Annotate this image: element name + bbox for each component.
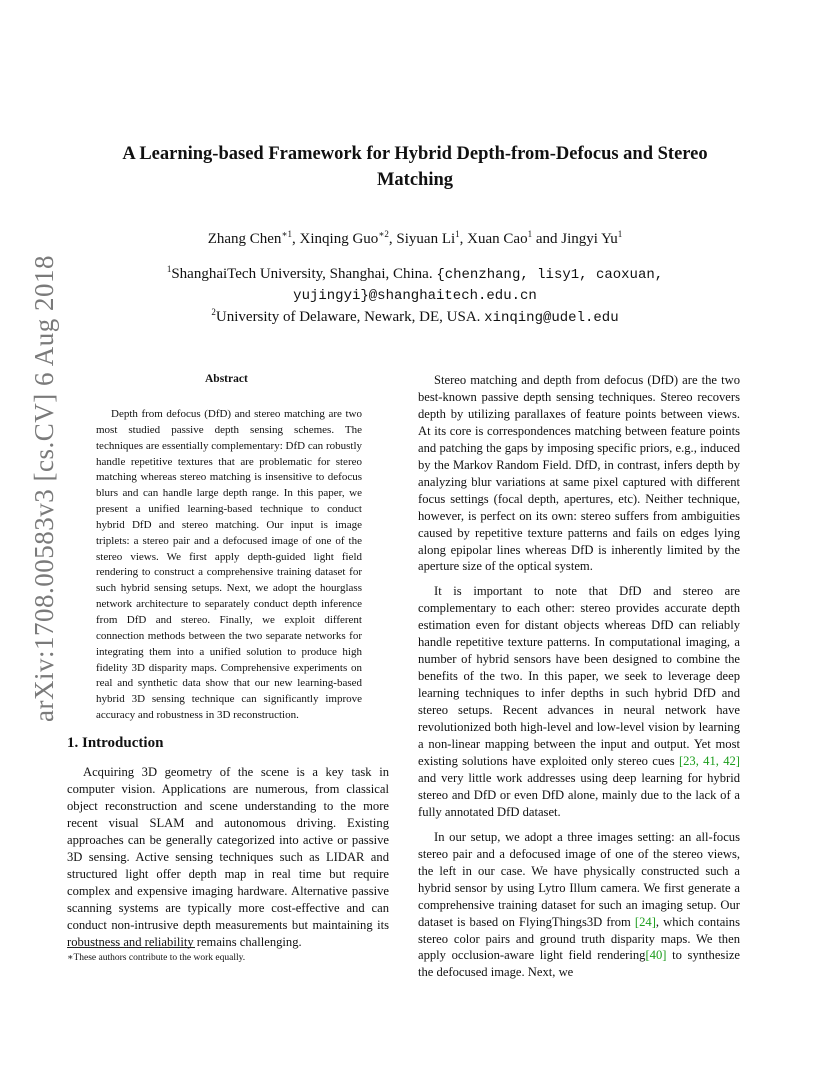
section-heading-introduction: 1. Introduction — [67, 735, 164, 751]
right-column-text — [418, 372, 740, 989]
affiliation-1-email-cont[interactable]: yujingyi}@shanghaitech.edu.cn — [293, 288, 537, 304]
intro-paragraph-1: Acquiring 3D geometry of the scene is a key task in computer vision. Applications are numerous, from classical object reconstruction and scene understanding to the more recent visual SLAM and autonomous driving. Existing approaches can be generally categorized into active or passive 3D sensing. Active sensing techniques such as LIDAR and structured light offer depth map in real time but require complex and expensive imaging hardware. Alternative passive scanning systems are typically more cost-effective and can conduct non-intrusive depth measurements but maintaining its robustness and reliability remains challenging. — [67, 765, 389, 949]
arxiv-identifier: arXiv:1708.00583v3 [cs.CV] 6 Aug 2018 — [29, 255, 59, 722]
abstract-body — [96, 407, 362, 724]
abstract-heading: Abstract — [205, 373, 248, 385]
citation-link-24[interactable]: [24] — [634, 914, 656, 929]
affiliation-1-email[interactable]: {chenzhang, lisy1, caoxuan, — [436, 267, 664, 283]
author-2: Xinqing Guo$^{∗2}$ — [299, 229, 389, 247]
intro-paragraph-4: In our setup, we adopt a three images setting: an all-focus stereo pair and a defocused image of one of the stereo views, the left in our case. We have physically constructed such a hybrid sensor by using Lytro Illum camera. We first generate a comprehensive training dataset for such an imaging setup. Our dataset is based on FlyingThings3D from [24], which contains stereo color pairs and ground truth disparity maps. We then apply occlusion-aware light field rendering[40] to synthesize the defocused image. Next, we — [418, 829, 741, 980]
author-4: Xuan Cao$^1$ — [467, 229, 533, 247]
author-5: Jingyi Yu$^1$ — [561, 229, 623, 247]
footnote-rule — [67, 947, 195, 948]
citation-link[interactable]: [23, 41, 42] — [678, 753, 740, 768]
footnote: ∗These authors contribute to the work equally. — [67, 953, 246, 963]
title-line-1: A Learning-based Framework for Hybrid Depth-from-Defocus and Stereo — [122, 144, 708, 164]
intro-paragraph-3: It is important to note that DfD and stereo are complementary to each other: stereo provides accurate depth estimation even for distant objects whereas DfD can reliably handle repetitive texture patterns. In computational imaging, a number of hybrid sensors have been designed to combine the benefits of the two. In this paper, we seek to leverage deep learning techniques to infer depths in such hybrid DfD and stereo setups. Recent advances in neural network have revolutionized both high-level and low-level vision by learning a non-linear mapping between the input and output. Yet most existing solutions have exploited only stereo cues [23, 41, 42] and very little work addresses using deep learning for hybrid stereo and DfD or even DfD alone, mainly due to the lack of a fully annotated DfD dataset. — [418, 584, 740, 819]
title-line-2: Matching — [376, 170, 454, 190]
paper-title — [70, 141, 760, 193]
author-3: Siyuan Li$^1$ — [396, 229, 460, 247]
affiliation-2-email[interactable]: xinqing@udel.edu — [484, 310, 619, 326]
author-list: Zhang Chen$^{∗1}$, Xinqing Guo$^{∗2}$, Siyuan Li$^1$, Xuan Cao$^1$ and Jingyi Yu$^1$ — [207, 229, 623, 247]
citation-link-40[interactable]: [40] — [645, 948, 667, 963]
affiliations — [70, 264, 760, 329]
intro-paragraph-2: Stereo matching and depth from defocus (DfD) are the two best-known passive depth sensing techniques. Stereo recovers depth by utilizing parallaxes of feature points between views. At its core is correspondences matching between feature points and patching the gaps by imposing specific priors, e.g., induced by the Markov Random Field. DfD, in contrast, infers depth by analyzing blur variations at same pixel captured with different focus settings (focal depth, apertures, etc). Neither technique, however, is perfect on its own: stereo suffers from ambiguities caused by repetitive texture patterns and fails on edges lying along epipolar lines whereas DfD is inherently limited by the aperture size of the optical system. — [418, 373, 740, 574]
author-1: Zhang Chen$^{∗1}$ — [207, 229, 293, 247]
left-column-text — [67, 764, 389, 958]
abstract-paragraph: Depth from defocus (DfD) and stereo matching are two most studied passive depth sensing schemes. The techniques are essentially complementary: DfD can robustly handle repetitive textures that are problematic for stereo matching whereas stereo matching is insensitive to defocus blurs and can handle large depth range. In this paper, we present a unified learning-based technique to conduct hybrid DfD and stereo matching. Our input is image triplets: a stereo pair and a defocused image of one of the stereo views. We first apply depth-guided light field rendering to construct a comprehensive training dataset for such hybrid sensing setups. Next, we adopt the hourglass network architecture to separately conduct depth inference from DfD and stereo. Finally, we exploit different connection methods between the two separate networks for integrating them into a unified solution to produce high fidelity 3D disparity maps. Comprehensive experiments on real and synthetic data show that our new learning-based hybrid 3D sensing technique can significantly improve accuracy and robustness in 3D reconstruction. — [96, 408, 362, 722]
affiliation-1: $^1$ShanghaiTech University, Shanghai, China. {chenzhang, lisy1, caoxuan, — [166, 264, 664, 283]
affiliation-2: $^2$University of Delaware, Newark, DE, USA. xinqing@udel.edu — [211, 307, 619, 326]
